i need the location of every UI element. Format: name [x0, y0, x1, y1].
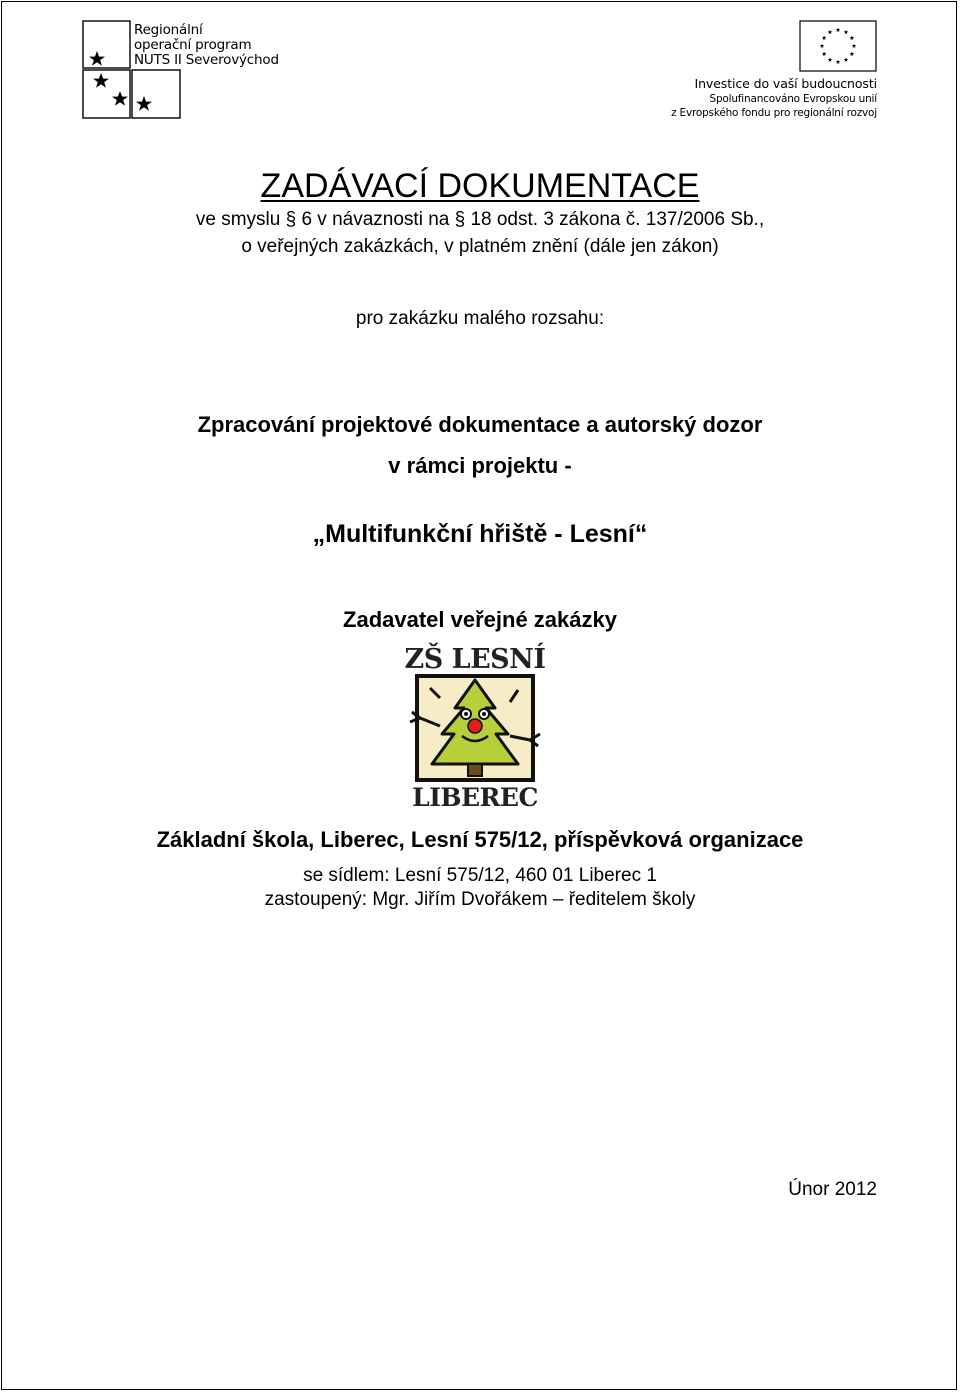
eu-line-cofinanced: Spolufinancováno Evropskou unií: [709, 93, 877, 105]
eu-star: [822, 36, 827, 40]
rop-line: operační program: [134, 37, 252, 53]
legal-basis-line2: o veřejných zakázkách, v platném znění (dále jen zákon): [241, 236, 719, 257]
school-logo: [400, 640, 550, 812]
eu-star: [836, 60, 841, 64]
document-title: ZADÁVACÍ DOKUMENTACE: [260, 167, 700, 205]
tree-mascot-icon: [410, 676, 540, 780]
project-description-line1: Zpracování projektové dokumentace a autorský dozor: [197, 412, 763, 437]
contracting-authority-label: Zadavatel veřejné zakázky: [343, 607, 617, 632]
eu-logo: [645, 18, 880, 123]
eu-star: [836, 28, 841, 32]
organization-name: Základní škola, Liberec, Lesní 575/12, příspěvková organizace: [156, 827, 804, 852]
document-date: Únor 2012: [788, 1179, 877, 1200]
contract-type: pro zakázku malého rozsahu:: [355, 308, 605, 329]
eu-star: [828, 57, 833, 61]
eu-star: [850, 36, 855, 40]
rop-logo: [82, 20, 282, 122]
rop-line: NUTS II Severovýchod: [134, 52, 279, 68]
school-logo-top-text: ZŠ LESNÍ: [404, 644, 546, 675]
project-description-line2: v rámci projektu -: [388, 453, 572, 478]
organization-seat: se sídlem: Lesní 575/12, 460 01 Liberec 1: [303, 865, 657, 886]
eu-star: [822, 52, 827, 56]
eu-star: [844, 57, 849, 61]
eu-flag-icon: [799, 20, 877, 72]
eu-line-investment: Investice do vaší budoucnosti: [694, 76, 877, 91]
rop-logo-text: [134, 23, 279, 68]
eu-star: [828, 30, 833, 34]
eu-line-fund: z Evropského fondu pro regionální rozvoj: [671, 107, 877, 119]
eu-logo-text: [671, 76, 877, 120]
legal-basis-line1: ve smyslu § 6 v návaznosti na § 18 odst. 3 zákona č. 137/2006 Sb.,: [195, 209, 765, 230]
eu-star: [844, 30, 849, 34]
project-name: „Multifunkční hřiště - Lesní“: [312, 520, 648, 548]
organization-representative: zastoupený: Mgr. Jiřím Dvořákem – ředitelem školy: [264, 889, 696, 910]
eu-star: [852, 44, 857, 48]
eu-star: [820, 44, 825, 48]
rop-line: Regionální: [134, 22, 203, 38]
school-logo-bottom-text: LIBEREC: [412, 783, 538, 812]
eu-star: [850, 52, 855, 56]
